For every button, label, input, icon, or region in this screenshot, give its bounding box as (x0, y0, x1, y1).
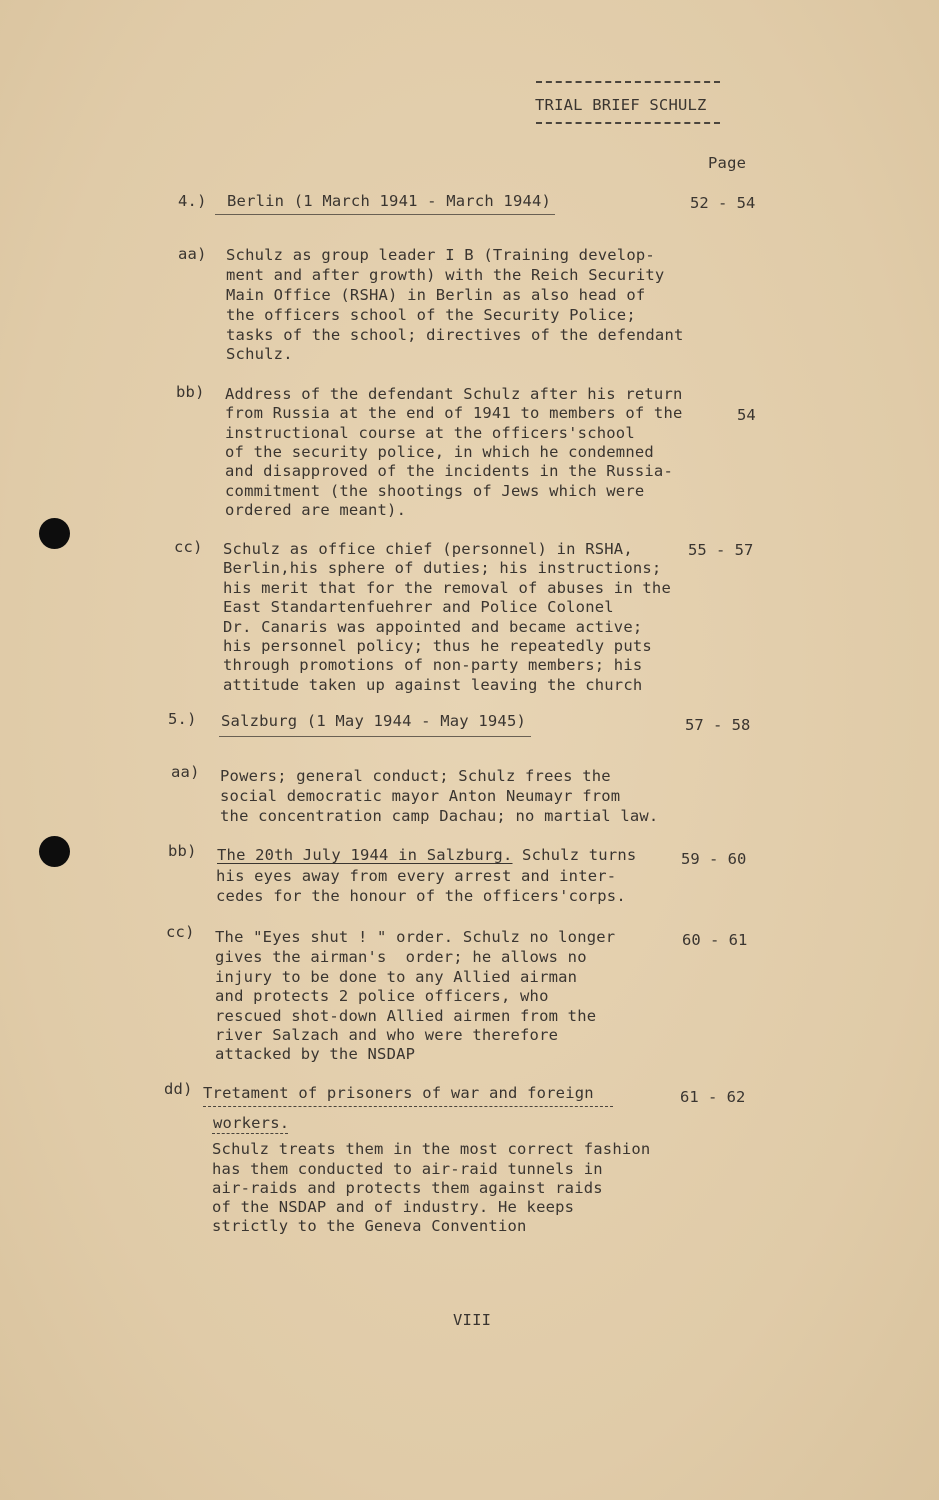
item-line: cedes for the honour of the officers'corps. (216, 887, 626, 905)
item-line: Berlin,his sphere of duties; his instructions; (223, 559, 662, 577)
section-heading: Berlin (1 March 1941 - March 1944) (227, 192, 552, 210)
item-line: Schulz treats them in the most correct fashion (212, 1140, 651, 1158)
item-line: through promotions of non-party members; his (223, 656, 643, 674)
item-heading-dashed-underline (203, 1106, 613, 1107)
section-pages: 57 - 58 (685, 716, 751, 734)
item-line: and disapproved of the incidents in the Russia- (225, 462, 673, 480)
item-pages: 59 - 60 (681, 850, 747, 868)
item-line: attacked by the NSDAP (215, 1045, 416, 1063)
item-line (217, 846, 636, 866)
item-line: East Standartenfuehrer and Police Colonel (223, 598, 614, 616)
item-pages: 55 - 57 (688, 541, 754, 559)
title-dash-top (536, 81, 720, 83)
item-marker: dd) (164, 1080, 193, 1098)
item-marker: aa) (171, 763, 200, 781)
item-line: the officers school of the Security Police; (226, 306, 636, 324)
item-marker: cc) (174, 538, 203, 556)
item-line: air-raids and protects them against raids (212, 1179, 603, 1197)
item-marker: cc) (166, 923, 195, 941)
item-line: attitude taken up against leaving the church (223, 676, 643, 694)
item-line: ordered are meant). (225, 501, 407, 519)
item-line: river Salzach and who were therefore (215, 1026, 559, 1044)
title-dash-bottom (536, 122, 720, 124)
item-line: from Russia at the end of 1941 to members of the (225, 404, 683, 422)
item-line: commitment (the shootings of Jews which were (225, 482, 645, 500)
item-line: The "Eyes shut ! " order. Schulz no longer (215, 928, 616, 946)
item-line: tasks of the school; directives of the defendant (226, 326, 684, 344)
item-line: strictly to the Geneva Convention (212, 1217, 527, 1235)
item-line: Dr. Canaris was appointed and became active; (223, 618, 643, 636)
section-heading-underline (219, 736, 531, 737)
item-line: his eyes away from every arrest and inter- (216, 867, 617, 885)
item-line: Address of the defendant Schulz after his return (225, 385, 683, 403)
item-line: ment and after growth) with the Reich Security (226, 266, 665, 284)
document-title: TRIAL BRIEF SCHULZ (535, 96, 707, 114)
item-line: instructional course at the officers'school (225, 424, 635, 442)
item-heading-line: workers. (213, 1114, 290, 1132)
section-marker: 4.) (178, 192, 207, 210)
item-pages: 60 - 61 (682, 931, 748, 949)
item-pages: 61 - 62 (680, 1088, 746, 1106)
item-line: Schulz as office chief (personnel) in RSHA, (223, 540, 633, 558)
section-marker: 5.) (168, 710, 197, 728)
item-line: Main Office (RSHA) in Berlin as also head of (226, 286, 646, 304)
item-line: his merit that for the removal of abuses in the (223, 579, 671, 597)
page-number: VIII (453, 1311, 492, 1329)
item-heading-line: Tretament of prisoners of war and foreign (203, 1084, 594, 1102)
item-marker: bb) (176, 383, 205, 401)
item-line: social democratic mayor Anton Neumayr from (220, 787, 621, 805)
item-line: of the NSDAP and of industry. He keeps (212, 1198, 575, 1216)
item-marker: aa) (178, 245, 207, 263)
item-marker: bb) (168, 842, 197, 860)
item-line: the concentration camp Dachau; no martial law. (220, 807, 659, 825)
item-heading-underlined: The 20th July 1944 in Salzburg. (217, 846, 513, 864)
section-pages: 52 - 54 (690, 194, 756, 212)
section-heading: Salzburg (1 May 1944 - May 1945) (221, 712, 527, 730)
punch-hole-top (39, 518, 70, 549)
item-line: gives the airman's order; he allows no (215, 948, 587, 966)
item-heading-dashed-underline (212, 1133, 288, 1134)
item-line: and protects 2 police officers, who (215, 987, 549, 1005)
item-line-rest: Schulz turns (512, 846, 637, 864)
item-line: Schulz as group leader I B (Training develop- (226, 246, 655, 264)
item-pages: 54 (737, 406, 756, 424)
item-line: of the security police, in which he condemned (225, 443, 654, 461)
item-line: injury to be done to any Allied airman (215, 968, 578, 986)
page-column-label: Page (708, 154, 747, 172)
item-line: his personnel policy; thus he repeatedly puts (223, 637, 652, 655)
item-line: Powers; general conduct; Schulz frees the (220, 767, 611, 785)
item-line: rescued shot-down Allied airmen from the (215, 1007, 597, 1025)
punch-hole-bottom (39, 836, 70, 867)
section-heading-underline (215, 214, 555, 215)
item-line: Schulz. (226, 345, 293, 363)
item-line: has them conducted to air-raid tunnels in (212, 1160, 603, 1178)
